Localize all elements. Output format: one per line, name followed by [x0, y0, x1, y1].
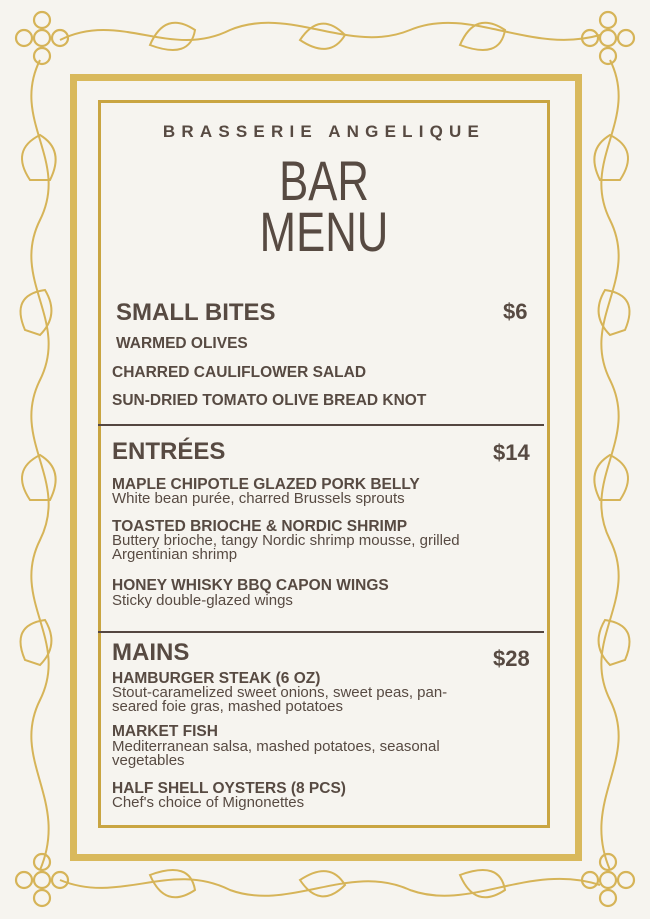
menu-item-description: White bean purée, charred Brussels sprouts: [112, 490, 405, 507]
menu-item-name: HAMBURGER STEAK (6 OZ): [112, 670, 321, 687]
menu-item-description: Sticky double-glazed wings: [112, 592, 293, 609]
menu-item-name: MAPLE CHIPOTLE GLAZED PORK BELLY: [112, 476, 420, 493]
brand-name: BRASSERIE ANGELIQUE: [162, 122, 486, 141]
menu-item-name: HONEY WHISKY BBQ CAPON WINGS: [112, 577, 389, 594]
menu-item-description: Mediterranean salsa, mashed potatoes, seasonal vegetables: [112, 738, 440, 769]
menu-item-name: WARMED OLIVES: [116, 335, 248, 352]
menu-item-name: SUN-DRIED TOMATO OLIVE BREAD KNOT: [112, 392, 427, 409]
section-heading-mains: MAINS: [112, 639, 190, 666]
menu-item-description: Buttery brioche, tangy Nordic shrimp mousse, grilled Argentinian shrimp: [112, 532, 460, 563]
menu-item-name: HALF SHELL OYSTERS (8 PCS): [112, 780, 346, 797]
section-divider: [98, 424, 544, 426]
menu-item-name: MARKET FISH: [112, 723, 218, 740]
section-price-small-bites: $6: [503, 299, 528, 324]
menu-item-description: Chef's choice of Mignonettes: [112, 794, 305, 811]
section-price-mains: $28: [493, 646, 530, 671]
section-price-entrees: $14: [493, 440, 530, 465]
menu-panel: [101, 103, 547, 825]
menu-item-name: CHARRED CAULIFLOWER SALAD: [112, 364, 367, 381]
menu-title-line-1: BAR: [279, 149, 369, 212]
section-heading-small-bites: SMALL BITES: [116, 299, 276, 326]
menu-item-description: Stout-caramelized sweet onions, sweet peas, pan-seared foie gras, mashed potatoes: [112, 684, 448, 715]
section-divider: [98, 631, 544, 633]
menu-title-line-2: MENU: [259, 200, 389, 263]
menu-item-name: TOASTED BRIOCHE & NORDIC SHRIMP: [112, 518, 408, 535]
section-heading-entrees: ENTRÉES: [112, 438, 226, 465]
